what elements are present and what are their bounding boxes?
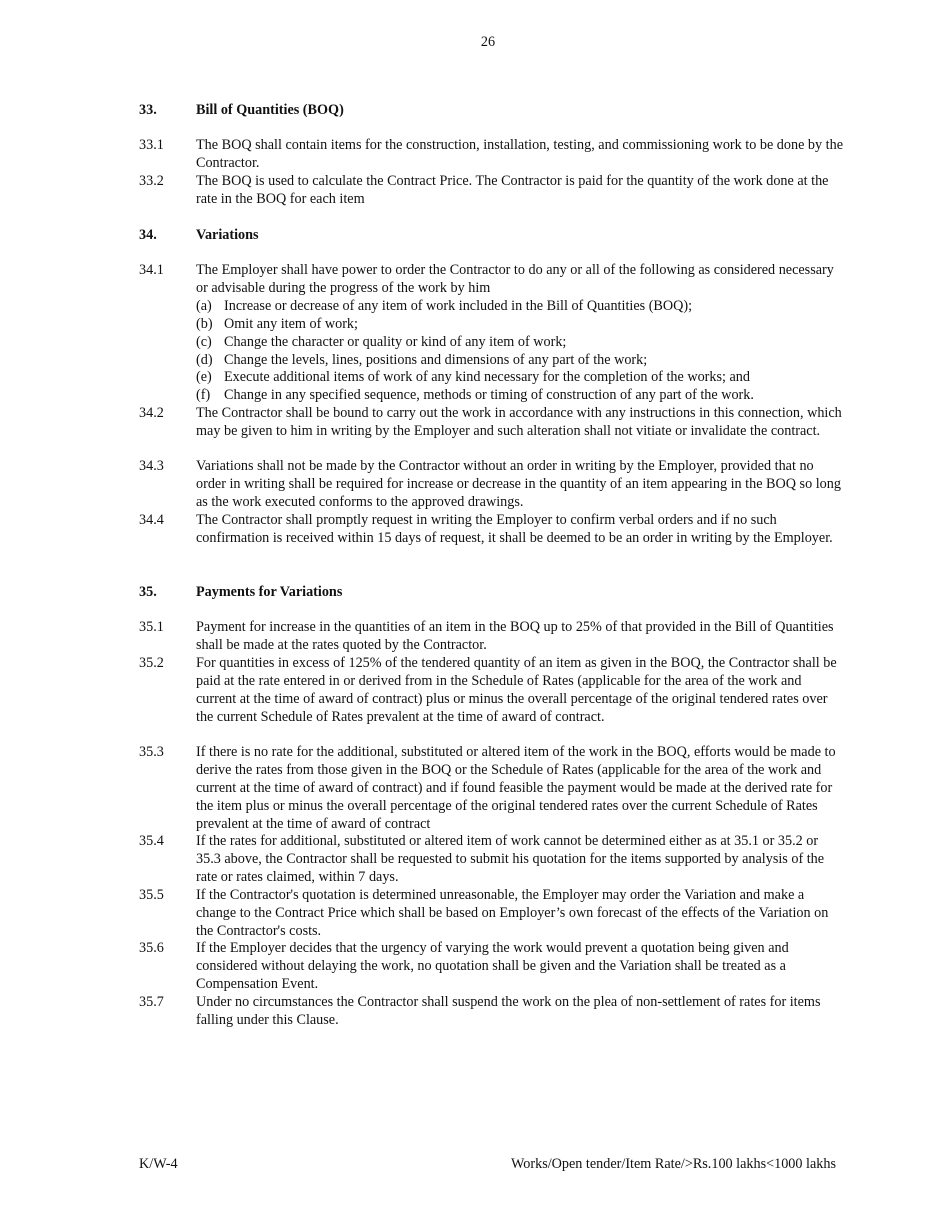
clause-number: 33.1 xyxy=(139,137,164,153)
clause-number: 34.3 xyxy=(139,458,164,474)
footer-doc-code: K/W-4 xyxy=(139,1156,178,1172)
clause-text: The Employer shall have power to order the Contractor to do any or all of the following as considered necessary or advisable during the progress of the work by him xyxy=(196,262,834,296)
section-34-heading xyxy=(139,227,844,245)
clause-text: If the rates for additional, substituted or altered item of work cannot be determined either as at 35.1 or 35.2 or 35.3 above, the Contractor shall be requested to submit his quotation for the items supported by analysis of the rate or rates claimed, within 7 days. xyxy=(196,833,825,885)
list-item: (b) Omit any item of work; xyxy=(196,315,358,332)
section-title: Payments for Variations xyxy=(196,584,343,600)
clause-35-6 xyxy=(139,940,844,994)
section-number: 34. xyxy=(139,227,157,243)
clause-number: 35.6 xyxy=(139,940,164,956)
clause-34-1 xyxy=(139,262,844,405)
clause-number: 35.7 xyxy=(139,994,164,1010)
clause-text: Under no circumstances the Contractor shall suspend the work on the plea of non-settlement of rates for items falling under this Clause. xyxy=(196,994,821,1028)
clause-35-1 xyxy=(139,619,844,655)
clause-text: Payment for increase in the quantities of an item in the BOQ up to 25% of that provided in the Bill of Quantities shall be made at the rates quoted by the Contractor. xyxy=(196,619,834,653)
clause-33-2 xyxy=(139,173,844,209)
section-title: Variations xyxy=(196,227,259,243)
page-number: 26 xyxy=(480,34,496,50)
clause-number: 34.4 xyxy=(139,512,164,528)
clause-33-1 xyxy=(139,137,844,173)
clause-number: 35.2 xyxy=(139,655,164,671)
clause-number: 35.4 xyxy=(139,833,164,849)
clause-text: If the Contractor's quotation is determined unreasonable, the Employer may order the Variation and make a change to the Contract Price which shall be based on Employer’s own forecast of the effects of the Variation on the Contractor's costs. xyxy=(196,887,829,939)
clause-35-7 xyxy=(139,994,844,1030)
clause-35-3 xyxy=(139,744,844,834)
clause-34-3 xyxy=(139,458,844,512)
section-number: 33. xyxy=(139,102,157,118)
list-item: (a) Increase or decrease of any item of work included in the Bill of Quantities (BOQ); xyxy=(196,297,693,314)
clause-35-5 xyxy=(139,887,844,941)
clause-34-4 xyxy=(139,512,844,548)
clause-text: The Contractor shall be bound to carry out the work in accordance with any instructions in this connection, which may be given to him in writing by the Employer and such alteration shall not vitiate or invalidate the contract. xyxy=(196,405,842,439)
section-title: Bill of Quantities (BOQ) xyxy=(196,102,344,118)
clause-text: The Contractor shall promptly request in writing the Employer to confirm verbal orders and if no such confirmation is received within 15 days of request, it shall be deemed to be an order in writing by the Employer. xyxy=(196,512,833,546)
clause-35-4 xyxy=(139,833,844,887)
clause-text: The BOQ is used to calculate the Contract Price. The Contractor is paid for the quantity of the work done at the rate in the BOQ for each item xyxy=(196,173,829,207)
clause-text: Variations shall not be made by the Contractor without an order in writing by the Employer, provided that no order in writing shall be required for increase or decrease in the quantity of an item appearing in the BOQ so long as the work executed conforms to the approved drawings. xyxy=(196,458,841,510)
clause-number: 35.3 xyxy=(139,744,164,760)
footer-doc-title: Works/Open tender/Item Rate/>Rs.100 lakhs<1000 lakhs xyxy=(511,1156,836,1172)
list-item: (f) Change in any specified sequence, methods or timing of construction of any part of the work. xyxy=(196,387,754,404)
clause-number: 35.5 xyxy=(139,887,164,903)
clause-text: For quantities in excess of 125% of the tendered quantity of an item as given in the BOQ, the Contractor shall be paid at the rate entered in or derived from in the Schedule of Rates (applicable for the area of the work and current at the time of award of contract) plus or minus the overall percentage of the original tendered rates over the current Schedule of Rates prevalent at the time of award of contract. xyxy=(196,655,837,725)
clause-text: If the Employer decides that the urgency of varying the work would prevent a quotation being given and considered without delaying the work, no quotation shall be given and the Variation shall be treated as a Compensation Event. xyxy=(196,940,789,992)
clause-number: 35.1 xyxy=(139,619,164,635)
list-item: (e) Execute additional items of work of any kind necessary for the completion of the works; and xyxy=(196,369,750,386)
clause-number: 33.2 xyxy=(139,173,164,189)
clause-text: The BOQ shall contain items for the construction, installation, testing, and commissioning work to be done by the Contractor. xyxy=(196,137,843,171)
clause-35-2 xyxy=(139,655,844,727)
clause-number: 34.1 xyxy=(139,262,164,278)
section-number: 35. xyxy=(139,584,157,600)
list-item: (c) Change the character or quality or kind of any item of work; xyxy=(196,333,567,350)
clause-34-2 xyxy=(139,405,844,441)
clause-text: If there is no rate for the additional, substituted or altered item of the work in the BOQ, efforts would be made to derive the rates from those given in the BOQ or the Schedule of Rates (applicable for the area of the work and current at the time of award of contract) and if found feasible the payment would be made at the derived rate for the item plus or minus the overall percentage of the original tendered rates over the current Schedule of Rates prevalent at the time of award of contract xyxy=(196,744,836,832)
list-item: (d) Change the levels, lines, positions and dimensions of any part of the work; xyxy=(196,351,648,368)
section-33-heading xyxy=(139,102,844,120)
clause-number: 34.2 xyxy=(139,405,164,421)
section-35-heading xyxy=(139,584,844,602)
